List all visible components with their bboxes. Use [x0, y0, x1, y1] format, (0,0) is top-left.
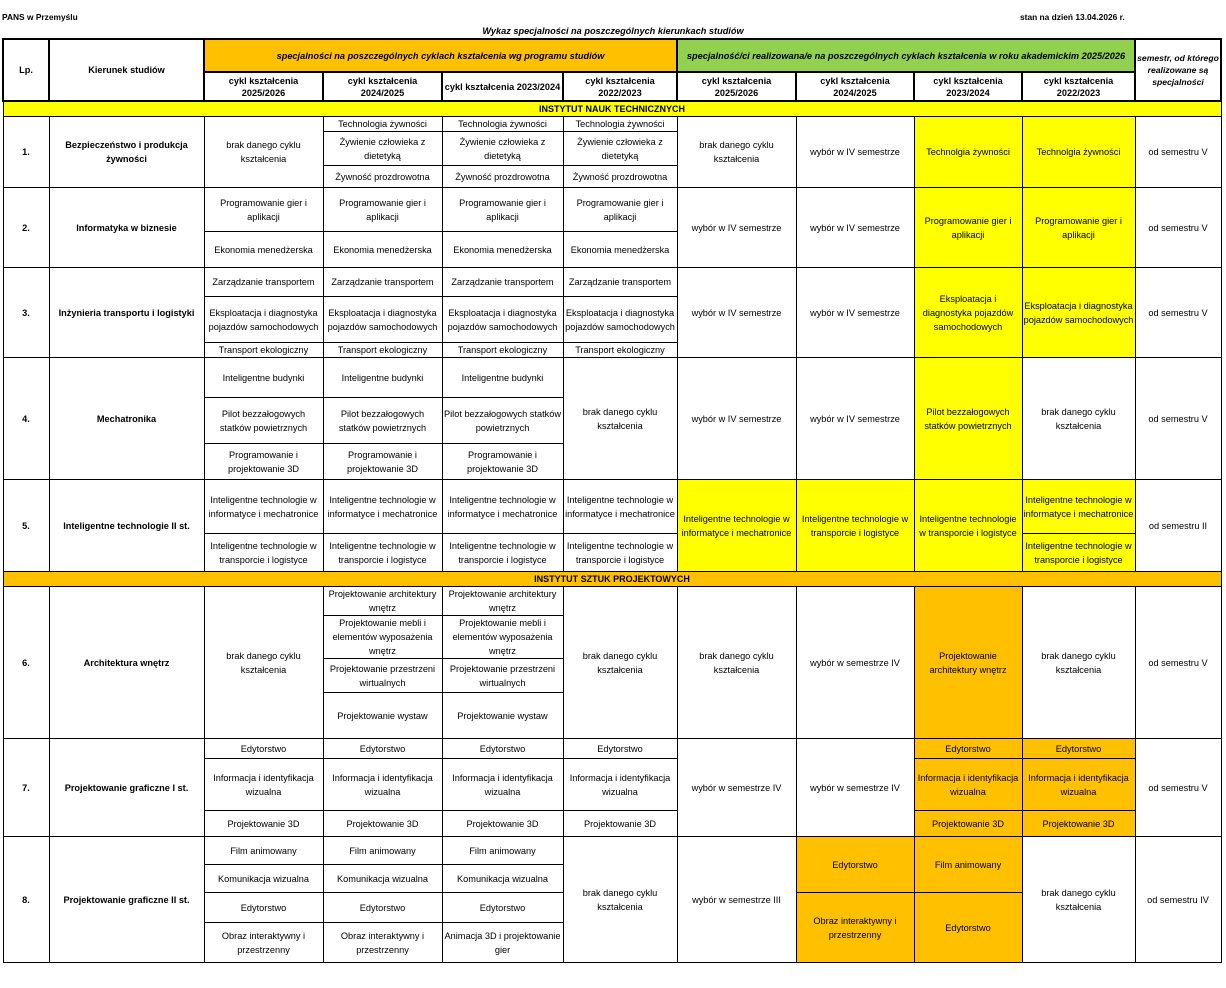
program-cell-item: Technologia żywności	[323, 117, 442, 132]
realized-cell: Programowanie gier i aplikacji	[914, 188, 1022, 268]
program-cell-item: Żywność prozdrowotna	[323, 166, 442, 188]
program-cell-item: Eksploatacja i diagnostyka pojazdów samochodowych	[323, 297, 442, 343]
program-cell-item: Projektowanie architektury wnętrz	[442, 587, 563, 616]
status-date: stan na dzień 13.04.2026 r.	[1020, 12, 1125, 22]
realized-cell: Technolgia żywności	[1022, 117, 1135, 188]
semester-cell: od semestru V	[1135, 587, 1221, 739]
header-program-group: specjalności na poszczególnych cyklach kształcenia wg programu studiów	[204, 39, 677, 72]
program-cell-item: Informacja i identyfikacja wizualna	[204, 759, 323, 811]
program-cell-item: Inteligentne budynki	[323, 358, 442, 398]
program-cell: brak danego cyklu kształcenia	[204, 117, 323, 188]
realized-cell: wybór w semestrze IV	[796, 739, 914, 837]
row-number: 4.	[3, 358, 49, 480]
program-cell-item: Edytorstwo	[563, 739, 677, 759]
program-cell-item: Informacja i identyfikacja wizualna	[442, 759, 563, 811]
realized-cell-item: Edytorstwo	[796, 837, 914, 893]
program-cell-item: Projektowanie 3D	[563, 811, 677, 837]
semester-cell: od semestru IV	[1135, 837, 1221, 963]
program-cell-item: Projektowanie mebli i elementów wyposażenia wnętrz	[442, 616, 563, 659]
program-cell-item: Ekonomia menedżerska	[204, 232, 323, 268]
kierunek-name: Projektowanie graficzne I st.	[49, 739, 204, 837]
kierunek-name: Inżynieria transportu i logistyki	[49, 268, 204, 358]
program-cell-item: Informacja i identyfikacja wizualna	[563, 759, 677, 811]
realized-cell-item: Informacja i identyfikacja wizualna	[914, 759, 1022, 811]
program-cell-item: Technologia żywności	[563, 117, 677, 132]
realized-cell: wybór w IV semestrze	[796, 268, 914, 358]
realized-cell-item: Projektowanie 3D	[1022, 811, 1135, 837]
program-cell-item: Komunikacja wizualna	[204, 865, 323, 893]
realized-cell: Projektowanie architektury wnętrz	[914, 587, 1022, 739]
realized-cell: wybór w semestrze IV	[796, 587, 914, 739]
program-cell-item: Pilot bezzałogowych statków powietrznych	[442, 398, 563, 444]
org-name: PANS w Przemyślu	[2, 12, 78, 22]
header-cycle: cykl kształcenia 2023/2024	[442, 72, 563, 101]
program-cell-item: Inteligentne technologie w transporcie i logistyce	[323, 534, 442, 572]
realized-cell: wybór w semestrze IV	[677, 739, 796, 837]
program-cell: brak danego cyklu kształcenia	[563, 358, 677, 480]
kierunek-name: Architektura wnętrz	[49, 587, 204, 739]
realized-cell-item: Film animowany	[914, 837, 1022, 893]
program-cell-item: Technologia żywności	[442, 117, 563, 132]
program-cell-item: Edytorstwo	[323, 739, 442, 759]
program-cell-item: Programowanie gier i aplikacji	[323, 188, 442, 232]
program-cell: brak danego cyklu kształcenia	[563, 587, 677, 739]
realized-cell: brak danego cyklu kształcenia	[1022, 837, 1135, 963]
program-cell-item: Inteligentne technologie w transporcie i logistyce	[563, 534, 677, 572]
realized-cell: wybór w IV semestrze	[677, 188, 796, 268]
program-cell-item: Eksploatacja i diagnostyka pojazdów samochodowych	[442, 297, 563, 343]
program-cell-item: Eksploatacja i diagnostyka pojazdów samochodowych	[204, 297, 323, 343]
program-cell-item: Obraz interaktywny i przestrzenny	[204, 923, 323, 963]
program-cell: brak danego cyklu kształcenia	[563, 837, 677, 963]
header-realized-group: specjalność/ci realizowana/e na poszczególnych cyklach kształcenia w roku akademickim 2025/2026	[677, 39, 1135, 72]
program-cell-item: Żywienie człowieka z dietetyką	[563, 132, 677, 166]
realized-cell: Pilot bezzałogowych statków powietrznych	[914, 358, 1022, 480]
specialties-table	[2, 38, 1222, 963]
kierunek-name: Mechatronika	[49, 358, 204, 480]
program-cell-item: Żywność prozdrowotna	[442, 166, 563, 188]
realized-cell-item: Obraz interaktywny i przestrzenny	[796, 893, 914, 963]
row-number: 2.	[3, 188, 49, 268]
realized-cell: wybór w IV semestrze	[677, 268, 796, 358]
semester-cell: od semestru V	[1135, 739, 1221, 837]
program-cell-item: Pilot bezzałogowych statków powietrznych	[323, 398, 442, 444]
realized-cell: brak danego cyklu kształcenia	[677, 587, 796, 739]
semester-cell: od semestru V	[1135, 358, 1221, 480]
realized-cell: Eksploatacja i diagnostyka pojazdów samochodowych	[1022, 268, 1135, 358]
realized-cell: brak danego cyklu kształcenia	[1022, 358, 1135, 480]
program-cell-item: Inteligentne budynki	[204, 358, 323, 398]
program-cell-item: Projektowanie architektury wnętrz	[323, 587, 442, 616]
row-number: 7.	[3, 739, 49, 837]
semester-cell: od semestru V	[1135, 188, 1221, 268]
row-number: 3.	[3, 268, 49, 358]
program-cell-item: Programowanie i projektowanie 3D	[442, 444, 563, 480]
program-cell-item: Ekonomia menedżerska	[323, 232, 442, 268]
realized-cell-item: Inteligentne technologie w informatyce i mechatronice	[1022, 480, 1135, 534]
kierunek-name: Bezpieczeństwo i produkcja żywności	[49, 117, 204, 188]
realized-cell: Programowanie gier i aplikacji	[1022, 188, 1135, 268]
program-cell-item: Obraz interaktywny i przestrzenny	[323, 923, 442, 963]
program-cell-item: Zarządzanie transportem	[204, 268, 323, 297]
program-cell-item: Inteligentne technologie w informatyce i mechatronice	[442, 480, 563, 534]
header-cycle: cykl kształcenia 2023/2024	[914, 72, 1022, 101]
realized-cell: wybór w IV semestrze	[796, 358, 914, 480]
program-cell-item: Edytorstwo	[204, 739, 323, 759]
realized-cell-item: Edytorstwo	[1022, 739, 1135, 759]
header-lp: Lp.	[3, 39, 49, 101]
row-number: 6.	[3, 587, 49, 739]
program-cell-item: Żywność prozdrowotna	[563, 166, 677, 188]
program-cell-item: Programowanie gier i aplikacji	[204, 188, 323, 232]
program-cell-item: Informacja i identyfikacja wizualna	[323, 759, 442, 811]
header-kierunek: Kierunek studiów	[49, 39, 204, 101]
kierunek-name: Informatyka w biznesie	[49, 188, 204, 268]
program-cell-item: Edytorstwo	[323, 893, 442, 923]
program-cell-item: Projektowanie 3D	[323, 811, 442, 837]
realized-cell: wybór w IV semestrze	[677, 358, 796, 480]
program-cell-item: Inteligentne technologie w informatyce i mechatronice	[204, 480, 323, 534]
realized-cell: Technolgia żywności	[914, 117, 1022, 188]
header-semestr: semestr, od którego realizowane są specjalności	[1135, 39, 1221, 101]
program-cell-item: Projektowanie wystaw	[323, 693, 442, 739]
program-cell-item: Projektowanie 3D	[442, 811, 563, 837]
program-cell-item: Komunikacja wizualna	[442, 865, 563, 893]
realized-cell-item: Edytorstwo	[914, 893, 1022, 963]
program-cell-item: Programowanie i projektowanie 3D	[204, 444, 323, 480]
row-number: 1.	[3, 117, 49, 188]
realized-cell: wybór w semestrze III	[677, 837, 796, 963]
realized-cell-item: Informacja i identyfikacja wizualna	[1022, 759, 1135, 811]
program-cell-item: Zarządzanie transportem	[323, 268, 442, 297]
program-cell-item: Film animowany	[442, 837, 563, 865]
header-cycle: cykl kształcenia 2025/2026	[677, 72, 796, 101]
realized-cell-item: Edytorstwo	[914, 739, 1022, 759]
program-cell-item: Programowanie i projektowanie 3D	[323, 444, 442, 480]
realized-cell: wybór w IV semestrze	[796, 188, 914, 268]
document-title: Wykaz specjalności na poszczególnych kierunkach studiów	[482, 26, 744, 36]
program-cell-item: Film animowany	[323, 837, 442, 865]
program-cell-item: Transport ekologiczny	[323, 343, 442, 358]
program-cell: brak danego cyklu kształcenia	[204, 587, 323, 739]
program-cell-item: Inteligentne technologie w informatyce i mechatronice	[323, 480, 442, 534]
realized-cell: Inteligentne technologie w transporcie i logistyce	[914, 480, 1022, 572]
program-cell-item: Komunikacja wizualna	[323, 865, 442, 893]
realized-cell-item: Inteligentne technologie w transporcie i logistyce	[1022, 534, 1135, 572]
realized-cell: Eksploatacja i diagnostyka pojazdów samochodowych	[914, 268, 1022, 358]
program-cell-item: Projektowanie mebli i elementów wyposażenia wnętrz	[323, 616, 442, 659]
semester-cell: od semestru V	[1135, 268, 1221, 358]
realized-cell: Inteligentne technologie w informatyce i mechatronice	[677, 480, 796, 572]
program-cell-item: Projektowanie przestrzeni wirtualnych	[323, 659, 442, 693]
program-cell-item: Ekonomia menedżerska	[563, 232, 677, 268]
program-cell-item: Zarządzanie transportem	[442, 268, 563, 297]
realized-cell: brak danego cyklu kształcenia	[1022, 587, 1135, 739]
program-cell-item: Programowanie gier i aplikacji	[563, 188, 677, 232]
program-cell-item: Edytorstwo	[442, 893, 563, 923]
program-cell-item: Zarządzanie transportem	[563, 268, 677, 297]
program-cell-item: Żywienie człowieka z dietetyką	[442, 132, 563, 166]
program-cell-item: Pilot bezzałogowych statków powietrznych	[204, 398, 323, 444]
kierunek-name: Inteligentne technologie II st.	[49, 480, 204, 572]
realized-cell: wybór w IV semestrze	[796, 117, 914, 188]
row-number: 5.	[3, 480, 49, 572]
header-cycle: cykl kształcenia 2024/2025	[323, 72, 442, 101]
row-number: 8.	[3, 837, 49, 963]
institute-header: INSTYTUT SZTUK PROJEKTOWYCH	[3, 572, 1221, 587]
program-cell-item: Projektowanie wystaw	[442, 693, 563, 739]
program-cell-item: Transport ekologiczny	[563, 343, 677, 358]
program-cell-item: Inteligentne budynki	[442, 358, 563, 398]
program-cell-item: Ekonomia menedżerska	[442, 232, 563, 268]
program-cell-item: Projektowanie 3D	[204, 811, 323, 837]
institute-header: INSTYTUT NAUK TECHNICZNYCH	[3, 101, 1221, 117]
program-cell-item: Eksploatacja i diagnostyka pojazdów samochodowych	[563, 297, 677, 343]
program-cell-item: Inteligentne technologie w informatyce i mechatronice	[563, 480, 677, 534]
program-cell-item: Żywienie człowieka z dietetyką	[323, 132, 442, 166]
header-cycle: cykl kształcenia 2022/2023	[563, 72, 677, 101]
semester-cell: od semestru II	[1135, 480, 1221, 572]
program-cell-item: Edytorstwo	[204, 893, 323, 923]
realized-cell: brak danego cyklu kształcenia	[677, 117, 796, 188]
header-cycle: cykl kształcenia 2024/2025	[796, 72, 914, 101]
program-cell-item: Inteligentne technologie w transporcie i logistyce	[204, 534, 323, 572]
program-cell-item: Edytorstwo	[442, 739, 563, 759]
program-cell-item: Inteligentne technologie w transporcie i logistyce	[442, 534, 563, 572]
realized-cell-item: Projektowanie 3D	[914, 811, 1022, 837]
program-cell-item: Transport ekologiczny	[442, 343, 563, 358]
program-cell-item: Film animowany	[204, 837, 323, 865]
kierunek-name: Projektowanie graficzne II st.	[49, 837, 204, 963]
program-cell-item: Programowanie gier i aplikacji	[442, 188, 563, 232]
semester-cell: od semestru V	[1135, 117, 1221, 188]
program-cell-item: Transport ekologiczny	[204, 343, 323, 358]
program-cell-item: Animacja 3D i projektowanie gier	[442, 923, 563, 963]
realized-cell: Inteligentne technologie w transporcie i logistyce	[796, 480, 914, 572]
program-cell-item: Projektowanie przestrzeni wirtualnych	[442, 659, 563, 693]
header-cycle: cykl kształcenia 2025/2026	[204, 72, 323, 101]
header-cycle: cykl kształcenia 2022/2023	[1022, 72, 1135, 101]
